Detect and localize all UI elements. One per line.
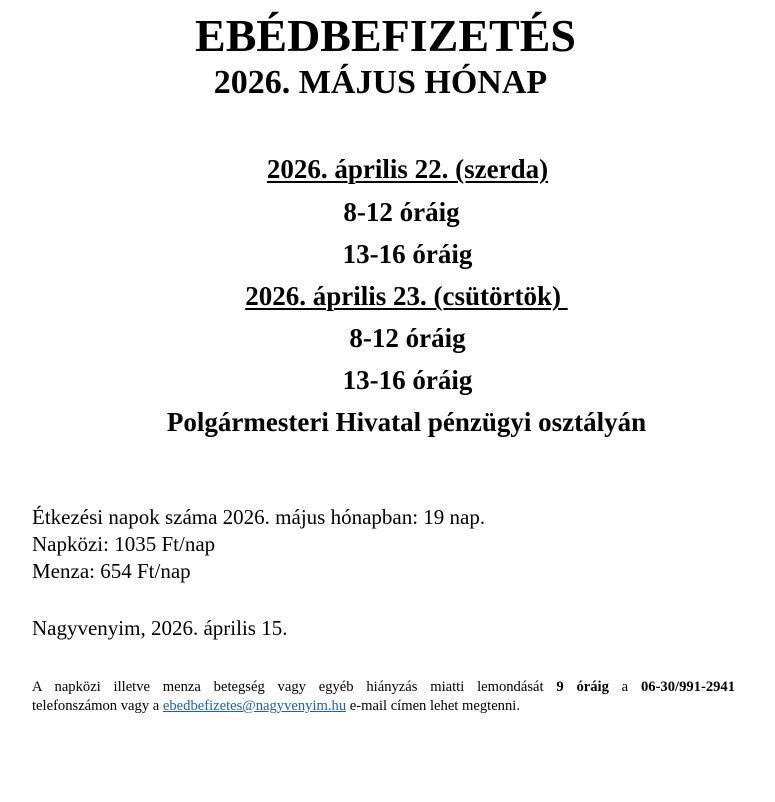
place-and-date: Nagyvenyim, 2026. április 15.: [32, 616, 288, 640]
note-text: a: [608, 679, 641, 695]
cancellation-note: [32, 678, 735, 716]
schedule-day2-slot-afternoon: 13-16 óráig: [342, 365, 473, 395]
page-title: EBÉDBEFIZETÉS: [195, 10, 576, 61]
menza-price: Menza: 654 Ft/nap: [32, 559, 191, 583]
cancellation-note-line1: [32, 678, 735, 697]
schedule-location: Polgármesteri Hivatal pénzügyi osztályán: [166, 407, 647, 437]
schedule-day2-date: [19, 279, 775, 313]
day2-date-text: 2026. április 23. (csütörtök): [245, 281, 568, 311]
note-text: A napközi illetve menza betegség vagy egyéb hiányzás miatti lemondását: [32, 679, 557, 695]
cancellation-note-line2: [32, 697, 735, 716]
meal-days-text: Étkezési napok száma 2026. május hónapban: 19 nap.: [32, 505, 486, 529]
email-link[interactable]: ebedbefizetes@nagyvenyim.hu: [162, 698, 347, 714]
deadline-text: 9 óráig: [556, 679, 609, 695]
day1-date-text: 2026. április 22. (szerda): [266, 154, 549, 184]
schedule-day2-slot-morning: 8-12 óráig: [349, 323, 466, 353]
schedule-day1-slot-morning: 8-12 óráig: [343, 197, 460, 227]
phone-number: 06-30/991-2941: [640, 679, 736, 695]
schedule-day1-date: [20, 152, 775, 186]
note-text: e-mail címen lehet megtenni.: [346, 698, 520, 714]
napkozi-price: Napközi: 1035 Ft/nap: [32, 532, 216, 556]
schedule-day1-slot-afternoon: 13-16 óráig: [342, 239, 473, 269]
page-subtitle: 2026. MÁJUS HÓNAP: [213, 64, 548, 101]
note-text: telefonszámon vagy a: [32, 698, 163, 714]
